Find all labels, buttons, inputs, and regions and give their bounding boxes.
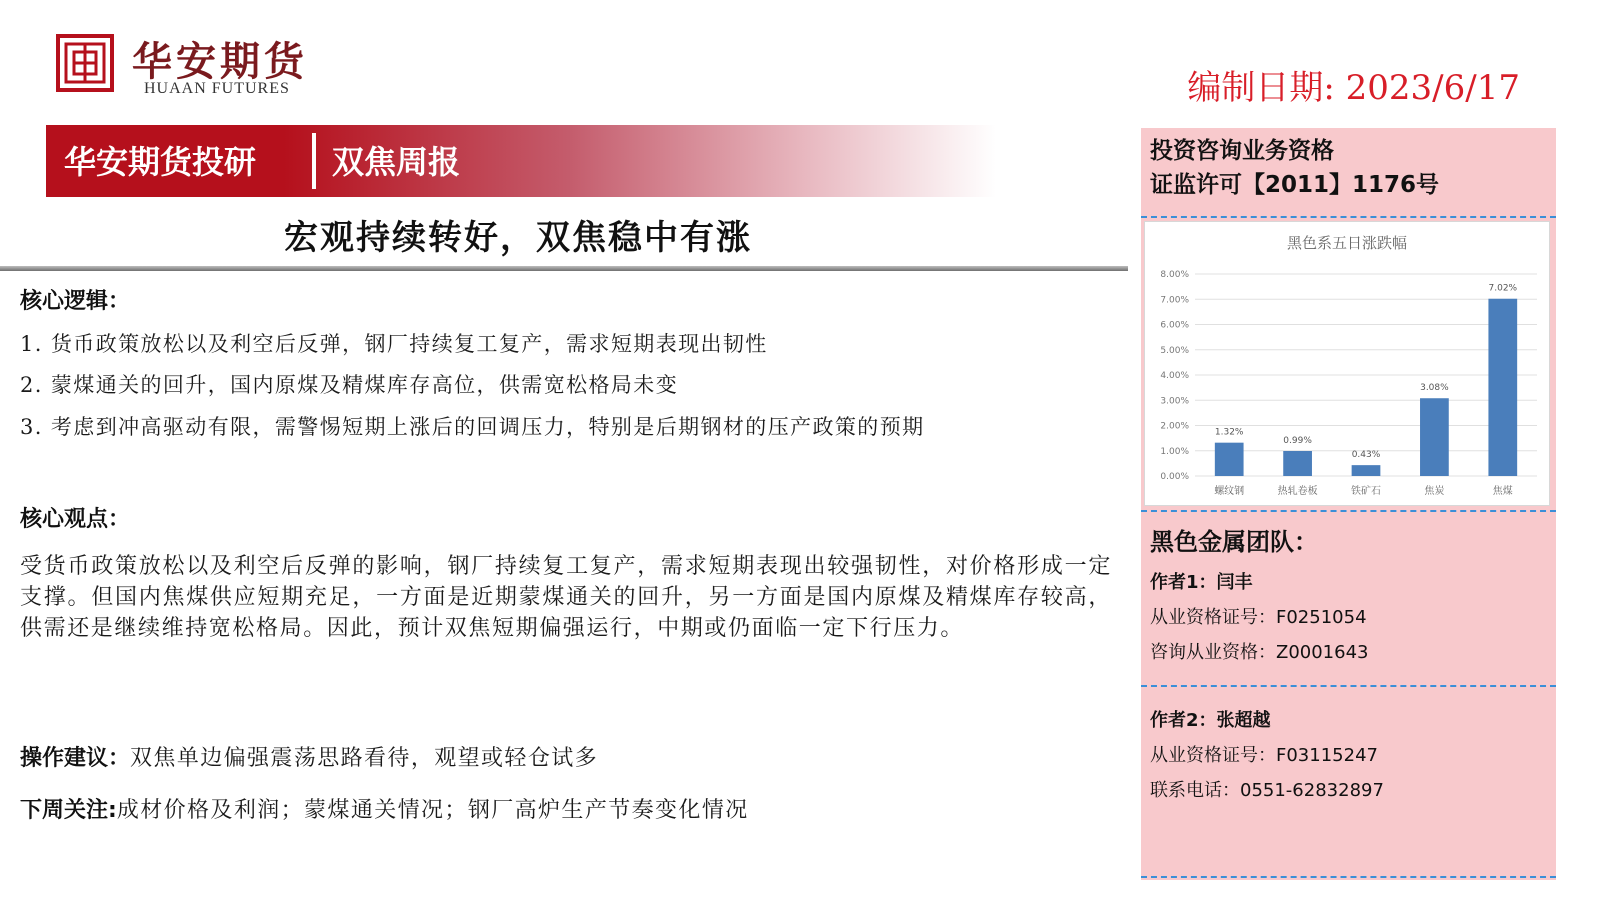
data-label: 1.32%: [1214, 427, 1244, 438]
author1-cert: 从业资格证号：F0251054: [1150, 607, 1367, 628]
core-view-text: 受货币政策放松以及利空后反弹的影响，钢厂持续复工复产，需求短期表现出较强韧性，对价格形成一定支撑。但国内焦煤供应短期充足，一方面是近期蒙煤通关的回升，另一方面是国内原煤及精煤库存较高，供需还是继续维持宽松格局。因此，预计双焦短期偏强运行，中期或仍面临一定下行压力。: [20, 554, 1112, 641]
logo-name-en: HUAAN FUTURES: [144, 80, 290, 97]
y-tick-label: 6.00%: [1160, 320, 1189, 331]
y-tick-label: 0.00%: [1160, 472, 1189, 482]
headline: 宏观持续转好，双焦稳中有涨: [284, 218, 752, 258]
operation-label: 操作建议：: [20, 746, 131, 771]
x-tick-label: 热轧卷板: [1277, 486, 1318, 497]
author1-name: 作者1：闫丰: [1150, 572, 1253, 593]
y-tick-label: 5.00%: [1160, 345, 1189, 356]
y-tick-label: 4.00%: [1160, 371, 1189, 381]
panel-divider: [1141, 876, 1556, 878]
company-logo: [56, 34, 316, 98]
chart-card: [1144, 221, 1550, 506]
core-logic-title: 核心逻辑：: [20, 289, 131, 314]
title-banner: [46, 125, 996, 197]
bar: [1352, 465, 1381, 476]
x-tick-label: 焦煤: [1492, 486, 1513, 497]
panel-divider: [1141, 685, 1556, 687]
author2-name: 作者2：张超越: [1150, 710, 1271, 731]
core-logic-item: 2. 蒙煤通关的回升，国内原煤及精煤库存高位，供需宽松格局未变: [20, 373, 679, 397]
y-tick-label: 1.00%: [1160, 446, 1189, 457]
bar-chart: [1145, 222, 1549, 505]
data-label: 7.02%: [1488, 283, 1518, 294]
banner-report-name: 双焦周报: [332, 143, 461, 181]
bar: [1488, 299, 1517, 476]
y-tick-label: 2.00%: [1160, 421, 1189, 432]
y-tick-label: 3.00%: [1160, 396, 1189, 407]
core-view-title: 核心观点：: [20, 507, 131, 532]
x-tick-label: 焦炭: [1424, 486, 1445, 497]
panel-divider: [1141, 216, 1556, 218]
operation-advice: [20, 741, 598, 772]
banner-brand: 华安期货投研: [64, 143, 257, 181]
author2-phone: 联系电话：0551-62832897: [1150, 780, 1384, 801]
core-logic-item: 1. 货币政策放松以及利空后反弹，钢厂持续复工复产，需求短期表现出韧性: [20, 332, 768, 356]
data-label: 0.43%: [1351, 450, 1381, 461]
license-line-1: 投资咨询业务资格: [1150, 138, 1334, 164]
banner-divider: [312, 133, 316, 189]
next-week-focus: [20, 793, 749, 824]
y-tick-label: 8.00%: [1160, 270, 1189, 280]
next-week-label: 下周关注:: [20, 798, 117, 823]
next-week-text: 成材价格及利润；蒙煤通关情况；钢厂高炉生产节奏变化情况: [116, 798, 749, 823]
team-title: 黑色金属团队：: [1150, 528, 1318, 556]
y-tick-label: 7.00%: [1160, 295, 1189, 306]
author2-cert: 从业资格证号：F03115247: [1150, 745, 1378, 766]
core-logic-item: 3. 考虑到冲高驱动有限，需警惕短期上涨后的回调压力，特别是后期钢材的压产政策的预期: [20, 415, 925, 439]
bar: [1283, 451, 1312, 476]
headline-rule: [0, 266, 1128, 271]
report-date: 编制日期: 2023/6/17: [1187, 68, 1520, 108]
data-label: 3.08%: [1420, 383, 1449, 394]
bar: [1420, 398, 1449, 476]
logo-name-cn: 华安期货: [132, 38, 308, 85]
chart-title: 黑色系五日涨跌幅: [1286, 234, 1408, 252]
bar: [1215, 443, 1244, 476]
x-tick-label: 铁矿石: [1351, 486, 1381, 497]
x-tick-label: 螺纹钢: [1214, 486, 1245, 497]
author1-consult: 咨询从业资格：Z0001643: [1150, 642, 1369, 663]
license-line-2: 证监许可【2011】1176号: [1150, 172, 1440, 198]
data-label: 0.99%: [1283, 436, 1312, 447]
logo-mark-icon: [56, 34, 114, 92]
operation-text: 双焦单边偏强震荡思路看待，观望或轻仓试多: [130, 746, 599, 771]
info-panel: [1141, 128, 1556, 880]
panel-divider: [1141, 510, 1556, 512]
